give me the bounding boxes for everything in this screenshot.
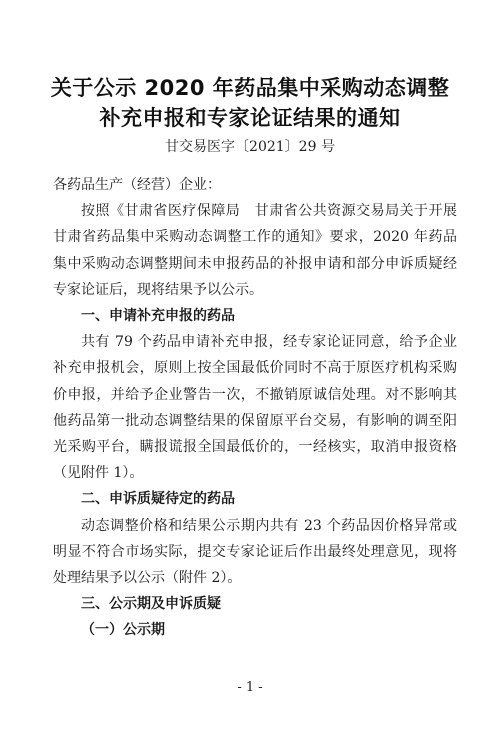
section-2-heading: 二、申诉质疑待定的药品: [81, 491, 235, 508]
document-number: 甘交易医字〔2021〕29 号: [165, 139, 335, 155]
document-body: [53, 172, 457, 644]
section-3-heading: 三、公示期及申诉质疑: [81, 596, 221, 613]
title-line-1: 关于公示 2020 年药品集中采购动态调整: [50, 76, 450, 100]
section-1-heading: 一、申请补充申报的药品: [81, 308, 235, 325]
intro-paragraph: 按照《甘肃省医疗保障局 甘肃省公共资源交易局关于开展甘肃省药品集中采购动态调整工作的通知》要求，2020 年药品集中采购动态调整期间未申报药品的补报申请和部分申诉质疑经专家论证后，现将结果予以公示。: [53, 203, 457, 298]
title-line-2: 补充申报和专家论证结果的通知: [99, 106, 401, 130]
section-2-paragraph: 动态调整价格和结果公示期内共有 23 个药品因价格异常或明显不符合市场实际，提交专家论证后作出最终处理意见，现将处理结果予以公示（附件 2）。: [53, 517, 457, 587]
page-number: - 1 -: [237, 680, 263, 695]
section-3-subheading: [53, 617, 457, 643]
section-3-subheading-text: （一）公示期: [81, 622, 165, 639]
section-1-paragraph: 共有 79 个药品申请补充申报，经专家论证同意，给予企业补充申报机会，原则上按全国最低价同时不高于原医疗机构采购价申报，并给予企业警告一次，不撤销原诚信处理。对不影响其他药品第一批动态调整结果的保留原平台交易，有影响的调至阳光采购平台，瞒报谎报全国最低价的，一经核实，取消申报资格（见附件 1）。: [53, 334, 457, 482]
salutation: 各药品生产（经营）企业：: [53, 177, 221, 193]
